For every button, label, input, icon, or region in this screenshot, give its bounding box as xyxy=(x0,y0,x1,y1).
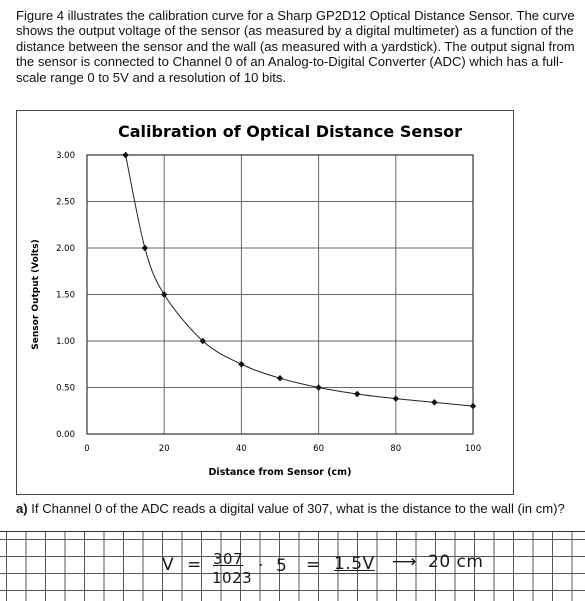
handwritten-answer: 20 cm xyxy=(428,552,484,572)
data-point-marker xyxy=(277,375,283,381)
handwritten-equals-2: = xyxy=(306,555,321,575)
y-tick-label: 3.00 xyxy=(56,151,75,161)
x-tick-label: 40 xyxy=(235,444,247,454)
question-text: If Channel 0 of the ADC reads a digital value of 307, what is the distance to the wall (in cm)? xyxy=(31,501,565,516)
x-tick-label: 20 xyxy=(158,444,170,454)
handwritten-equals: = xyxy=(187,555,202,575)
y-tick-label: 0.00 xyxy=(56,430,75,440)
x-tick-label: 80 xyxy=(390,444,402,454)
handwritten-numerator: 307 xyxy=(213,550,244,568)
data-point-marker xyxy=(315,384,321,390)
data-point-marker xyxy=(354,391,360,397)
tick-layer xyxy=(56,151,481,454)
series-layer xyxy=(122,152,476,410)
x-tick-label: 0 xyxy=(84,444,90,454)
handwritten-five: 5 xyxy=(276,556,288,576)
data-point-marker xyxy=(393,395,399,401)
calibration-chart xyxy=(17,111,515,496)
handwritten-v: V xyxy=(162,555,175,575)
grid-layer xyxy=(87,155,473,434)
question-label: a) xyxy=(16,501,28,516)
y-tick-label: 2.00 xyxy=(56,244,75,254)
data-point-marker xyxy=(238,361,244,367)
x-tick-label: 60 xyxy=(313,444,325,454)
series-line xyxy=(126,155,473,406)
intro-paragraph: Figure 4 illustrates the calibration curve for a Sharp GP2D12 Optical Distance Sensor. The curve shows the output voltage of the sensor (as measured by a digital multimeter) as a function of the distance between the sensor and the wall (as measured with a yardstick). The output signal from the sensor is connected to Channel 0 of an Analog-to-Digital Converter (ADC) which has a full-scale range 0 to 5V and a resolution of 10 bits. xyxy=(16,8,575,85)
data-point-marker xyxy=(431,399,437,405)
y-tick-label: 1.50 xyxy=(56,290,75,301)
y-tick-label: 0.50 xyxy=(56,383,75,394)
answer-work-grid xyxy=(0,531,585,601)
chart-frame xyxy=(16,110,514,495)
chart-title: Calibration of Optical Distance Sensor xyxy=(118,122,462,141)
data-point-marker xyxy=(142,245,148,251)
x-tick-label: 100 xyxy=(464,444,482,454)
data-point-marker xyxy=(161,291,167,297)
data-point-marker xyxy=(122,152,128,158)
question-a xyxy=(16,501,576,516)
data-point-marker xyxy=(470,403,476,409)
y-tick-label: 1.00 xyxy=(56,337,75,347)
y-axis-label: Sensor Output (Volts) xyxy=(31,239,41,350)
handwritten-dot: · xyxy=(258,556,264,576)
y-tick-label: 2.50 xyxy=(56,197,75,208)
handwritten-arrow: ⟶ xyxy=(392,552,417,572)
x-axis-label: Distance from Sensor (cm) xyxy=(208,467,352,478)
handwritten-volts: 1.5V xyxy=(334,554,375,574)
handwritten-denominator: 1023 xyxy=(212,569,253,587)
